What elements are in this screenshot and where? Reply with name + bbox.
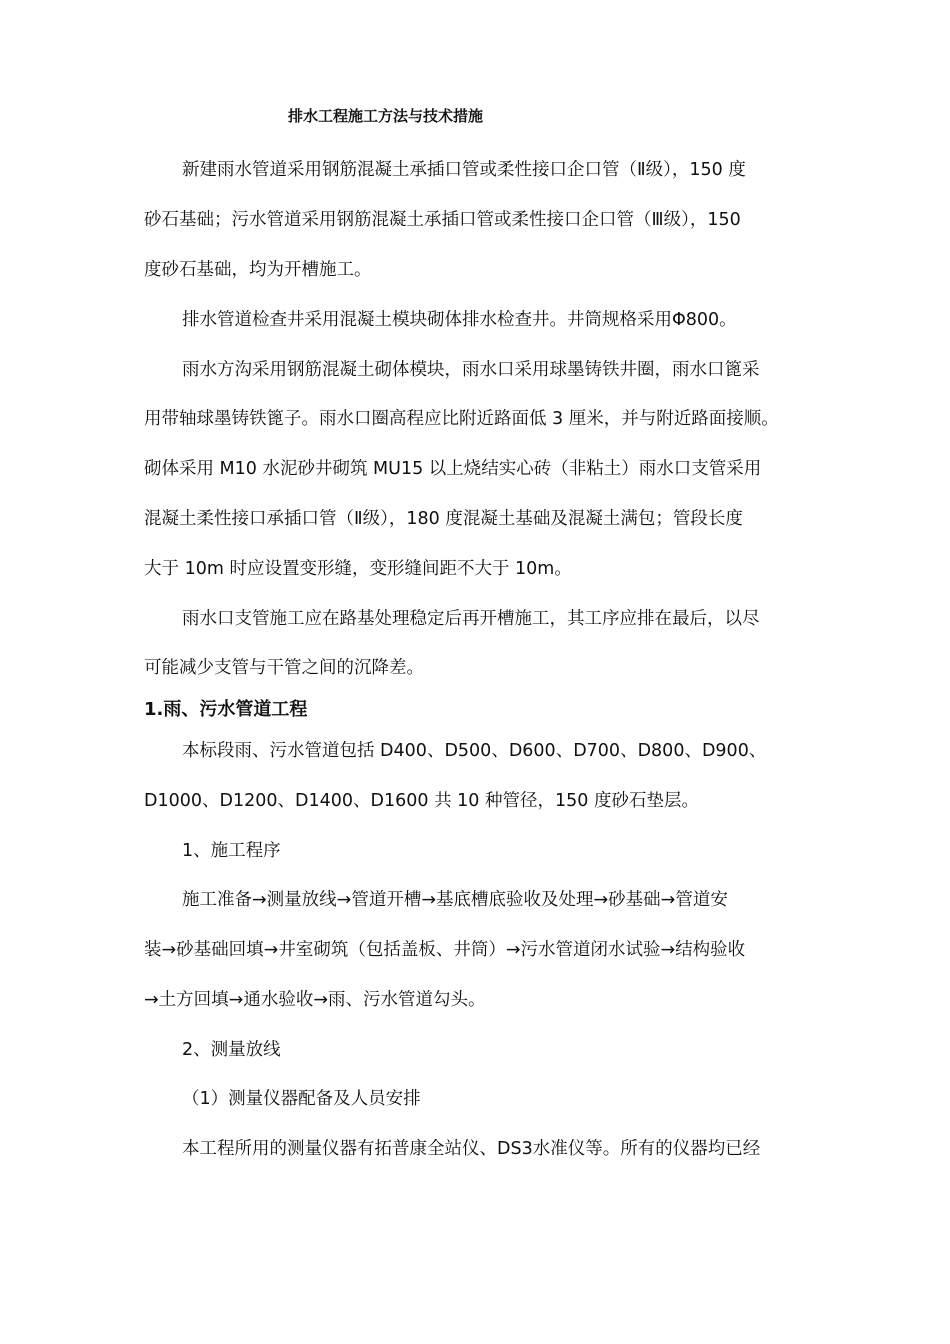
paragraph-line: 本工程所用的测量仪器有拓普康全站仪、DS3水准仪等。所有的仪器均已经 (182, 1139, 761, 1159)
subsection-heading: 2、测量放线 (182, 1040, 281, 1060)
paragraph-line: 装→砂基础回填→井室砌筑（包括盖板、井筒）→污水管道闭水试验→结构验收 (144, 940, 746, 960)
subsection-heading: （1）测量仪器配备及人员安排 (182, 1089, 421, 1109)
paragraph-line: 混凝土柔性接口承插口管（Ⅱ级），180 度混凝土基础及混凝土满包；管段长度 (144, 509, 743, 529)
paragraph-line: 用带轴球墨铸铁篦子。雨水口圈高程应比附近路面低 3 厘米，并与附近路面接顺。 (144, 409, 779, 429)
paragraph-line: 排水管道检查井采用混凝土模块砌体排水检查井。井筒规格采用Φ800。 (182, 310, 737, 330)
paragraph-line: 可能减少支管与干管之间的沉降差。 (144, 658, 424, 678)
subsection-heading: 1、施工程序 (182, 841, 281, 861)
paragraph-line: 施工准备→测量放线→管道开槽→基底槽底验收及处理→砂基础→管道安 (182, 890, 728, 910)
paragraph-line: 雨水口支管施工应在路基处理稳定后再开槽施工，其工序应排在最后，以尽 (182, 609, 760, 629)
paragraph-line: →土方回填→通水验收→雨、污水管道勾头。 (144, 990, 486, 1010)
paragraph-line: 大于 10m 时应设置变形缝，变形缝间距不大于 10m。 (144, 559, 572, 579)
paragraph-line: 砂石基础；污水管道采用钢筋混凝土承插口管或柔性接口企口管（Ⅲ级），150 (144, 210, 741, 230)
paragraph-line: 本标段雨、污水管道包括 D400、D500、D600、D700、D800、D900、 (182, 741, 767, 761)
paragraph-line: 度砂石基础，均为开槽施工。 (144, 260, 372, 280)
paragraph-line: D1000、D1200、D1400、D1600 共 10 种管径，150 度砂石垫层。 (144, 791, 699, 811)
paragraph-line: 雨水方沟采用钢筋混凝土砌体模块，雨水口采用球墨铸铁井圈，雨水口篦采 (182, 360, 760, 380)
paragraph-line: 新建雨水管道采用钢筋混凝土承插口管或柔性接口企口管（Ⅱ级），150 度 (182, 160, 746, 180)
document-title: 排水工程施工方法与技术措施 (288, 107, 484, 125)
paragraph-line: 砌体采用 M10 水泥砂井砌筑 MU15 以上烧结实心砖（非粘土）雨水口支管采用 (144, 459, 762, 479)
section-heading: 1.雨、污水管道工程 (144, 699, 308, 720)
